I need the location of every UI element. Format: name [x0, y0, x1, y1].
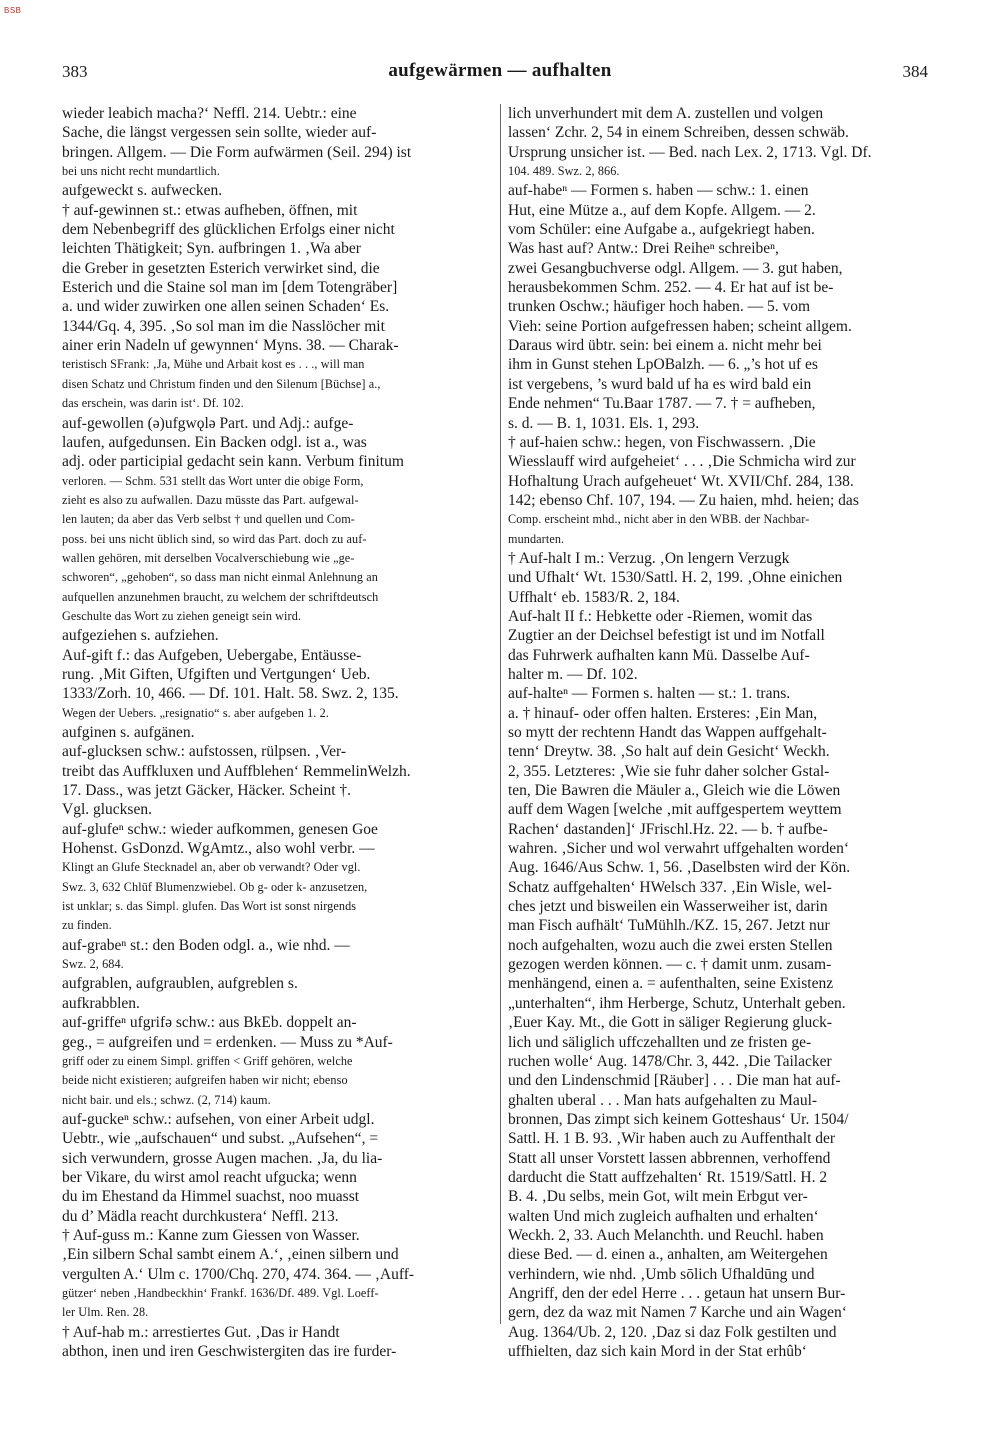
- text-line: Vieh: seine Portion aufgefressen haben; scheint allgem.: [508, 317, 852, 335]
- text-line: aufkrabblen.: [62, 994, 140, 1012]
- text-line: Statt all unser Vorstett lassen abbrennen, verhoffend: [508, 1149, 831, 1167]
- text-line: lich unverhundert mit dem A. zustellen und volgen: [508, 105, 824, 122]
- text-line: Vgl. glucksen.: [62, 801, 152, 819]
- text-line: ‚Ein silbern Schal sambt einem A.‘, ‚einen silbern und: [62, 1246, 399, 1264]
- text-line: a. und wider zuwirken one allen seinen Schaden‘ Es.: [62, 298, 390, 316]
- text-line: Rachen‘ dastanden]‘ JFrischl.Hz. 22. — b. † aufbe-: [508, 820, 828, 838]
- text-line: Was hast auf? Antw.: Drei Reiheⁿ schreibeⁿ,: [508, 240, 779, 258]
- text-line: Wiesslauff wird aufgeheiet‘ . . . ‚Die Schmicha wird zur: [508, 453, 856, 471]
- text-line: und Ufhalt‘ Wt. 1530/Sattl. H. 2, 199. ‚Ohne einichen: [508, 569, 843, 587]
- text-line: Zugtier an der Deichsel befestigt ist und im Notfall: [508, 627, 825, 645]
- text-line: ten, Die Bawren die Mäuler a., Gleich wie die Löwen: [508, 782, 841, 800]
- text-line: ber Vikare, du wirst amol reacht ufgucka; wenn: [62, 1168, 357, 1186]
- page-number-left: 383: [62, 62, 88, 81]
- text-line: teristisch SFrank: ‚Ja, Mühe und Arbait kost es . . ., will man: [62, 357, 365, 372]
- text-line: ihm in Gunst stehen LpOBalzh. — 6. „’s hot uf es: [508, 356, 818, 374]
- text-line: treibt das Auffkluxen und Auffblehen‘ RemmelinWelzh.: [62, 762, 411, 780]
- text-line: du im Ehestand da Himmel suachst, noo muasst: [62, 1188, 360, 1206]
- text-line: diese Bed. — d. einen a., anhalten, am Weitergehen: [508, 1246, 828, 1264]
- text-line: auf-glufeⁿ schw.: wieder aufkommen, genesen Goe: [62, 820, 378, 838]
- text-line: die Greber in gesetzten Esterich verwirket sind, die: [62, 259, 380, 277]
- left-column: [62, 104, 498, 1361]
- text-line: halter m. — Df. 102.: [508, 665, 638, 683]
- text-line: Sattl. H. 1 B. 93. ‚Wir haben auch zu Auffenthalt der: [508, 1130, 836, 1148]
- text-line: auf-halteⁿ — Formen s. halten — st.: 1. trans.: [508, 685, 791, 703]
- text-line: aufgeweckt s. aufwecken.: [62, 182, 223, 200]
- text-line: walten Und mich zugleich aufhalten und erhalten‘: [508, 1207, 819, 1225]
- text-line: auf-glucksen schw.: aufstossen, rülpsen. ‚Ver-: [62, 743, 347, 761]
- text-line: † Auf-hab m.: arrestiertes Gut. ‚Das ir Handt: [62, 1323, 340, 1341]
- text-line: lassen‘ Zchr. 2, 54 in einem Schreiben, dessen schwäb.: [508, 124, 849, 142]
- text-line: wahren. ‚Sicher und wol verwahrt uffgehalten worden‘: [508, 840, 850, 858]
- text-line: aufquellen anzunehmen braucht, zu welchem der schriftdeutsch: [62, 589, 379, 604]
- text-line: Klingt an Glufe Stecknadel an, aber ob verwandt? Oder vgl.: [62, 860, 361, 875]
- text-line: verhindern, wie nhd. ‚Umb sōlich Ufhaldūng und: [508, 1265, 815, 1283]
- text-line: ruchen wolle‘ Aug. 1478/Chr. 3, 442. ‚Die Tailacker: [508, 1052, 832, 1070]
- text-line: Aug. 1364/Ub. 2, 120. ‚Daz si daz Folk gestilten und: [508, 1323, 837, 1341]
- text-line: s. d. — B. 1, 1031. Els. 1, 293.: [508, 414, 700, 432]
- text-line: abthon, inen und iren Geschwistergiten das ire furder-: [62, 1343, 397, 1360]
- text-line: † Auf-halt I m.: Verzug. ‚On lengern Verzugk: [508, 549, 790, 567]
- text-line: gern, dez da waz mit Namen 7 Karche und ain Wagen‘: [508, 1304, 847, 1322]
- text-line: 142; ebenso Chf. 107, 194. — Zu haien, mhd. heien; das: [508, 491, 859, 509]
- text-line: zu finden.: [62, 918, 112, 933]
- text-line: 104. 489. Swz. 2, 866.: [508, 164, 620, 179]
- text-line: Angriff, den der edel Herre . . . getaun hat unsern Bur-: [508, 1284, 846, 1302]
- text-line: ist vergebens, ’s wurd bald uf ha es wird bald ein: [508, 375, 812, 393]
- text-line: das erschein, was darin ist‘. Df. 102.: [62, 396, 244, 411]
- text-line: Swz. 2, 684.: [62, 957, 124, 972]
- text-line: „unterhalten“, ihm Herberge, Schutz, Unterhalt geben.: [508, 994, 846, 1012]
- text-line: bei uns nicht recht mundartlich.: [62, 164, 220, 179]
- text-line: aufginen s. aufgänen.: [62, 724, 195, 741]
- text-line: vergulten A.‘ Ulm c. 1700/Chq. 270, 474. 364. — ‚Auff-: [62, 1265, 415, 1283]
- column-divider: [500, 104, 501, 1324]
- text-line: Geschulte das Wort zu ziehen geneigt sein wird.: [62, 608, 302, 623]
- text-line: noch aufgehalten, wozu auch die zwei ersten Stellen: [508, 936, 833, 954]
- text-line: zwei Gesangbuchverse odgl. Allgem. — 3. gut haben,: [508, 259, 843, 277]
- text-line: † auf-gewinnen st.: etwas aufheben, öffnen, mit: [62, 201, 358, 219]
- text-line: Hut, eine Mütze a., auf dem Kopfe. Allgem. — 2.: [508, 201, 816, 219]
- text-line: geg., = aufgreifen und = erdenken. — Muss zu *Auf-: [62, 1033, 393, 1051]
- text-line: du d’ Mädla reacht durchkustera‘ Neffl. 213.: [62, 1207, 339, 1225]
- text-line: auf-griffeⁿ ufgrifə schw.: aus BkEb. doppelt an-: [62, 1014, 357, 1032]
- text-line: Hofhaltung Urach aufgeheuet‘ Wt. XVII/Chf. 284, 138.: [508, 472, 854, 490]
- text-line: aufgrablen, aufgraublen, aufgreblen s.: [62, 975, 298, 993]
- right-column: [508, 104, 944, 1361]
- text-line: leichten Thätigkeit; Syn. aufbringen 1. ‚Wa aber: [62, 240, 361, 258]
- text-line: ‚Euer Kay. Mt., die Gott in säliger Regierung gluck-: [508, 1014, 832, 1032]
- text-line: 2, 355. Letzteres: ‚Wie sie fuhr daher solcher Gstal-: [508, 762, 830, 780]
- text-line: Sache, die längst vergessen sein sollte, wieder auf-: [62, 124, 377, 142]
- text-line: lich und säliglich uffczehallten und ze fristen ge-: [508, 1033, 812, 1051]
- text-line: Daraus wird übtr. sein: bei einem a. nicht mehr bei: [508, 337, 822, 355]
- text-line: bronnen, Das zimpt sich keinem Gotteshaus‘ Ur. 1504/: [508, 1110, 849, 1128]
- text-line: griff oder zu einem Simpl. griffen < Griff gehören, welche: [62, 1053, 353, 1068]
- text-line: 1344/Gq. 4, 395. ‚So sol man im die Nasslöcher mit: [62, 317, 385, 335]
- text-line: nicht bair. und els.; schwz. (2, 714) kaum.: [62, 1092, 271, 1107]
- text-line: Swz. 3, 632 Chlūf Blumenzwiebel. Ob g- oder k- anzusetzen,: [62, 879, 368, 894]
- text-line: auf-gewollen (ə)ufgwǫlə Part. und Adj.: aufge-: [62, 414, 354, 432]
- text-line: ist unklar; s. das Simpl. glufen. Das Wort ist sonst nirgends: [62, 899, 357, 914]
- text-line: rung. ‚Mit Giften, Ufgiften und Vertgungen‘ Ueb.: [62, 665, 371, 683]
- text-line: a. † hinauf- oder offen halten. Ersteres: ‚Ein Man,: [508, 704, 818, 722]
- text-line: auff dem Wagen [welche ‚mit auffgespertem weyttem: [508, 801, 842, 819]
- running-header: aufgewärmen — aufhalten: [388, 60, 612, 81]
- text-line: ches jetzt und bisweilen ein Wasserweiher ist, darin: [508, 898, 828, 916]
- text-line: bringen. Allgem. — Die Form aufwärmen (Seil. 294) ist: [62, 143, 412, 161]
- text-line: das Fuhrwerk aufhalten kann Mü. Dasselbe Auf-: [508, 646, 810, 664]
- text-line: laufen, aufgedunsen. Ein Backen odgl. ist a., was: [62, 433, 367, 451]
- text-line: ler Ulm. Ren. 28.: [62, 1305, 149, 1320]
- text-line: wieder leabich macha?‘ Neffl. 214. Uebtr.: eine: [62, 105, 357, 122]
- text-line: † Auf-guss m.: Kanne zum Giessen von Wasser.: [62, 1226, 360, 1244]
- text-line: Hohenst. GsDonzd. WgAmtz., also wohl verbr. —: [62, 840, 375, 858]
- text-line: zieht es also zu aufwallen. Dazu müsste das Part. aufgewal-: [62, 492, 359, 507]
- text-line: Aug. 1646/Aus Schw. 1, 56. ‚Daselbsten wird der Kön.: [508, 859, 851, 877]
- text-line: tenn‘ Dreytw. 38. ‚So halt auf dein Gesicht‘ Weckh.: [508, 743, 830, 761]
- text-line: Schatz auffgehalten‘ HWelsch 337. ‚Ein Wisle, wel-: [508, 878, 832, 896]
- text-line: Auf-gift f.: das Aufgeben, Uebergabe, Entäusse-: [62, 646, 362, 664]
- text-line: man Fisch aufhält‘ TuMühlh./KZ. 15, 267. Jetzt nur: [508, 917, 830, 935]
- text-line: und den Lindenschmid [Räuber] . . . Die man hat auf-: [508, 1072, 841, 1090]
- text-line: vom Schüler: eine Aufgabe a., aufgekriegt haben.: [508, 221, 815, 239]
- page-number-right: 384: [902, 62, 928, 81]
- text-line: Wegen der Uebers. „resignatio“ s. aber aufgeben 1. 2.: [62, 705, 329, 720]
- text-line: dem Nebenbegriff des glücklichen Erfolgs einer nicht: [62, 221, 395, 239]
- text-line: Auf-halt II f.: Hebkette oder -Riemen, womit das: [508, 607, 813, 625]
- text-line: auf-guckeⁿ schw.: aufsehen, von einer Arbeit udgl.: [62, 1110, 375, 1128]
- text-line: len lauten; da aber das Verb selbst † und quellen und Com-: [62, 512, 355, 527]
- text-line: Esterich und die Staine sol man im [dem Totengräber]: [62, 279, 398, 297]
- text-line: 1333/Zorh. 10, 466. — Df. 101. Halt. 58. Swz. 2, 135.: [62, 685, 399, 703]
- text-line: mundarten.: [508, 531, 565, 546]
- text-line: poss. bei uns nicht üblich sind, so wird das Part. doch zu auf-: [62, 531, 367, 546]
- text-line: aufgeziehen s. aufziehen.: [62, 627, 219, 645]
- text-line: verloren. — Schm. 531 stellt das Wort unter die obige Form,: [62, 473, 364, 488]
- text-line: so mytt der rechtenn Handt das Wappen auffgehalt-: [508, 724, 827, 741]
- text-line: menhängend, einen a. = aufenthalten, seine Existenz: [508, 975, 834, 993]
- text-line: gezogen werden können. — c. † damit unm. zusam-: [508, 956, 832, 974]
- library-stamp: BSB: [4, 6, 22, 15]
- text-line: darducht die Statt auffzehalten‘ Rt. 1519/Sattl. H. 2: [508, 1168, 828, 1186]
- text-line: sich verwundern, grosse Augen machen. ‚Ja, du lia-: [62, 1149, 383, 1167]
- text-line: Ursprung unsicher ist. — Bed. nach Lex. 2, 1713. Vgl. Df.: [508, 143, 872, 161]
- text-line: disen Schatz und Christum finden und den Silenum [Büchse] a.,: [62, 376, 381, 391]
- text-line: schworen“, „gehoben“, so dass man nicht einmal Anlehnung an: [62, 570, 378, 585]
- text-line: ainer erin Nadeln uf gewynnen‘ Myns. 38. — Charak-: [62, 337, 399, 355]
- text-line: gützer‘ neben ‚Handbeckhin‘ Frankf. 1636/Df. 489. Vgl. Loeff-: [62, 1285, 379, 1300]
- text-line: uffhielten, daz sich kain Mord in der Stat erhûb‘: [508, 1343, 807, 1360]
- text-line: Weckh. 2, 33. Auch Melanchth. und Reuchl. haben: [508, 1226, 824, 1244]
- text-line: 17. Dass., was jetzt Gäcker, Häcker. Scheint †.: [62, 782, 352, 800]
- text-line: trunken Oschw.; häufiger hoch haben. — 5. vom: [508, 298, 811, 316]
- text-line: herausbekommen Schm. 252. — 4. Er hat auf ist be-: [508, 279, 834, 297]
- text-line: B. 4. ‚Du selbs, mein Got, wilt mein Erbgut ver-: [508, 1188, 808, 1206]
- text-line: Uebtr., wie „aufschauen“ und subst. „Aufsehen“, =: [62, 1130, 379, 1148]
- text-line: adj. oder participial gedacht sein kann. Verbum finitum: [62, 453, 404, 471]
- text-line: wallen gehören, mit derselben Vocalverschiebung wie „ge-: [62, 550, 355, 565]
- text-line: beide nicht existieren; aufgreifen haben wir nicht; ebenso: [62, 1073, 348, 1088]
- text-line: auf-grabeⁿ st.: den Boden odgl. a., wie nhd. —: [62, 936, 350, 954]
- text-line: † auf-haien schw.: hegen, von Fischwassern. ‚Die: [508, 433, 816, 451]
- text-line: ghalten uberal . . . Man hats aufgehalten zu Maul-: [508, 1091, 818, 1109]
- text-line: auf-habeⁿ — Formen s. haben — schw.: 1. einen: [508, 182, 809, 200]
- text-line: Comp. erscheint mhd., nicht aber in den WBB. der Nachbar-: [508, 512, 810, 527]
- text-line: Ende nehmen“ Tu.Baar 1787. — 7. † = aufheben,: [508, 395, 816, 413]
- text-line: Uffhalt‘ eb. 1583/R. 2, 184.: [508, 588, 680, 606]
